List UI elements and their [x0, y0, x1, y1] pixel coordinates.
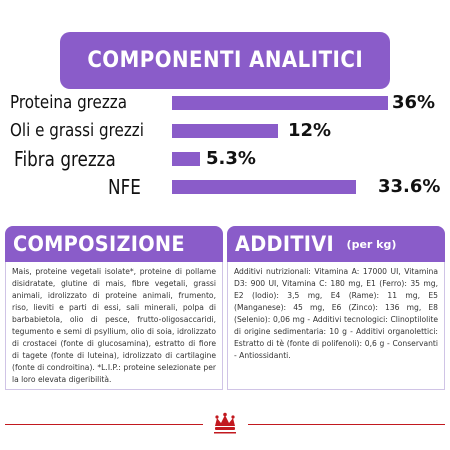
analytic-bar-protein: [172, 96, 388, 110]
bottom-divider-right: [248, 424, 445, 425]
analytic-value-fibre: 5.3%: [206, 148, 256, 169]
analytics-title-banner: [60, 32, 390, 89]
additives-box: [227, 262, 445, 390]
analytic-value-nfe: 33.6%: [378, 176, 441, 197]
analytic-bar-nfe: [172, 180, 356, 194]
additives-heading: ADDITIVI: [235, 232, 334, 256]
analytic-value-fat: 12%: [288, 120, 332, 141]
analytic-bar-fat: [172, 124, 278, 138]
composition-heading: COMPOSIZIONE: [13, 232, 185, 256]
analytics-title: COMPONENTI ANALITICI: [87, 48, 363, 73]
analytic-label-fibre: Fibra grezza: [14, 147, 116, 171]
analytic-label-nfe: NFE: [108, 175, 141, 199]
crown-logo-icon: [212, 412, 238, 436]
composition-text: Mais, proteine vegetali isolate*, proteine di pollame disidratate, glutine di mais, fibre vegetali, grassi animali, idrolizzato di proteine animali, frumento, riso, lieviti e parti di essi, sali minerali, polpa di barbabietola, olio di pesce, frutto-oligosaccaridi, tegumento e semi di psyllium, olio di soia, idrolizzato di crostacei (fonte di glucosamina), estratto di fiore di tagete (fonte di luteina), idrolizzato di cartilagine (fonte di condroitina). *L.I.P.: proteine selezionate per la loro elevata digeribilità.: [12, 267, 216, 384]
analytic-label-fat: Oli e grassi grezzi: [10, 120, 144, 141]
analytic-bar-fibre: [172, 152, 200, 166]
composition-header: [5, 226, 223, 262]
additives-text: Additivi nutrizionali: Vitamina A: 17000 UI, Vitamina D3: 900 UI, Vitamina C: 180 mg, E1 (Ferro): 35 mg, E2 (Iodio): 3,5 mg, E4 (Rame): 11 mg, E5 (Manganese): 45 mg, E6 (Zinco): 136 mg, E8 (Selenio): 0,06 mg - Additivi tecnologici: Clinoptilolite di origine sedimentaria: 10 g - Additivi organolettici: Estratto di tè (fonte di polifenoli): 0,6 g - Conservanti - Antiossidanti.: [234, 267, 438, 360]
analytic-label-protein: Proteina grezza: [10, 92, 127, 113]
analytic-value-protein: 36%: [392, 92, 436, 113]
composition-box: [5, 262, 223, 390]
bottom-divider-left: [5, 424, 203, 425]
additives-heading-unit: (per kg): [346, 237, 397, 251]
additives-header: [227, 226, 445, 262]
